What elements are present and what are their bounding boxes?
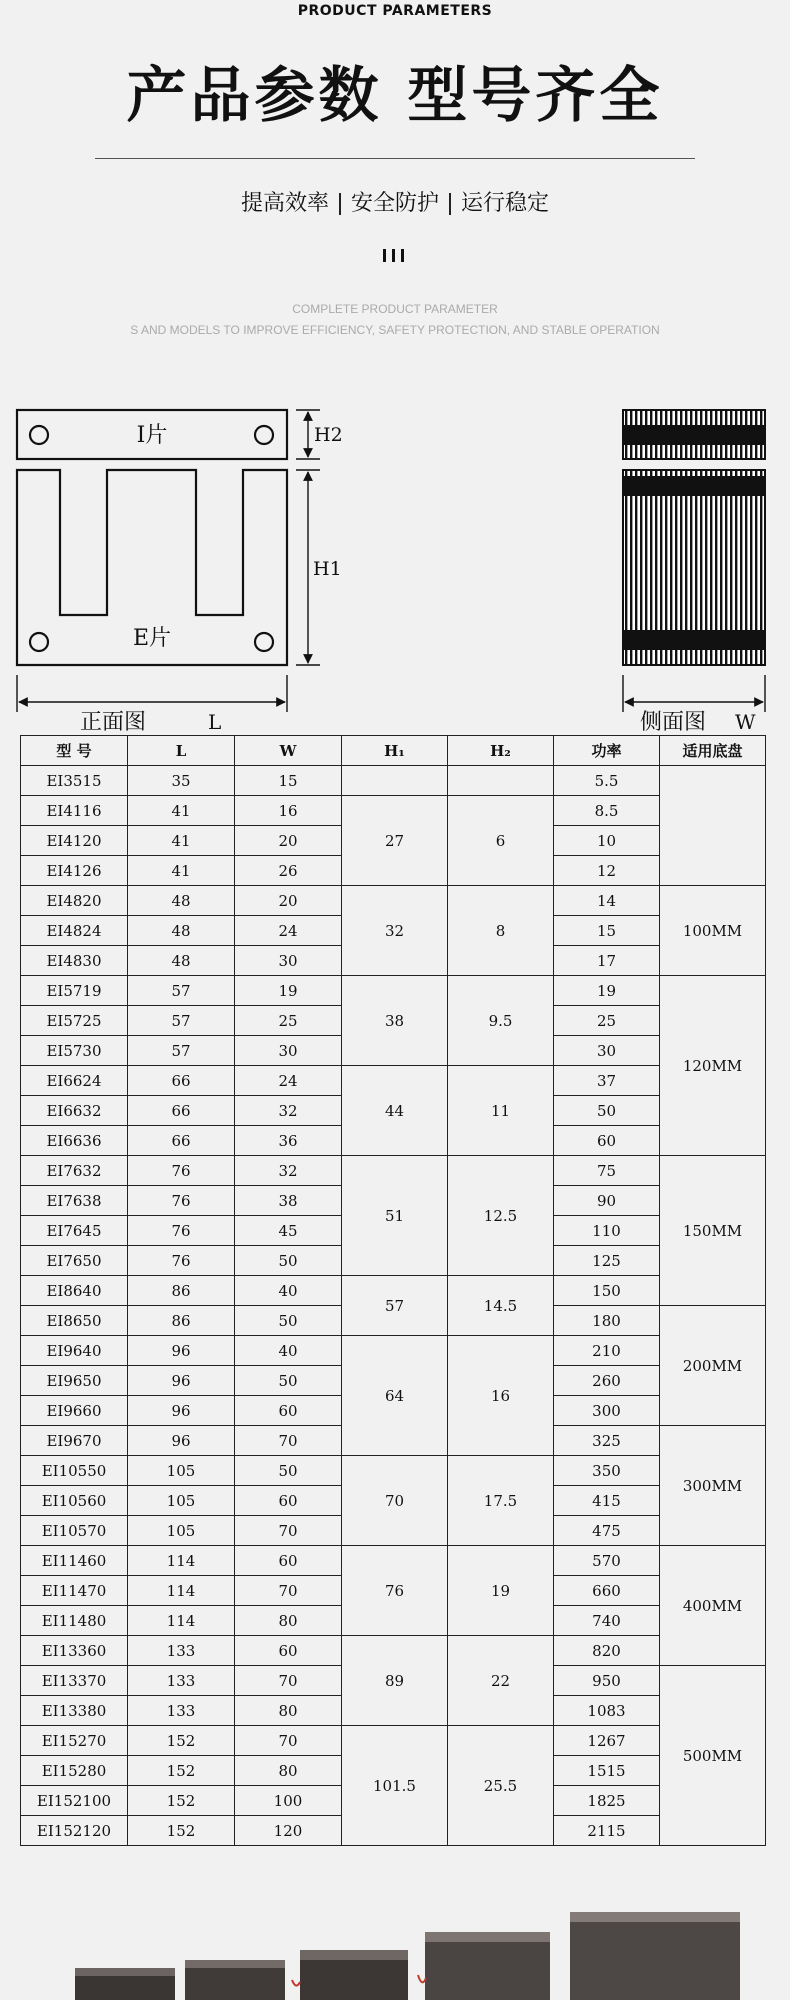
w-cell: 36 <box>235 1126 342 1156</box>
w-cell: 60 <box>235 1396 342 1426</box>
power-cell: 740 <box>554 1606 660 1636</box>
model-cell: EI5719 <box>21 976 128 1006</box>
header-l: L <box>128 736 235 766</box>
model-cell: EI15280 <box>21 1756 128 1786</box>
hole-icon <box>255 633 273 651</box>
model-cell: EI9640 <box>21 1336 128 1366</box>
table-row <box>21 1726 766 1756</box>
model-cell: EI11470 <box>21 1576 128 1606</box>
l-cell: 105 <box>128 1516 235 1546</box>
model-cell: EI15270 <box>21 1726 128 1756</box>
power-cell: 210 <box>554 1336 660 1366</box>
l-cell: 86 <box>128 1276 235 1306</box>
l-cell: 66 <box>128 1126 235 1156</box>
power-cell: 12 <box>554 856 660 886</box>
w-cell: 60 <box>235 1636 342 1666</box>
table-row <box>21 796 766 826</box>
w-cell: 80 <box>235 1756 342 1786</box>
header-w: W <box>235 736 342 766</box>
model-cell: EI11480 <box>21 1606 128 1636</box>
w-cell: 24 <box>235 916 342 946</box>
header-h2: H₂ <box>448 736 554 766</box>
tagline-item-stability: 运行稳定 <box>461 191 550 216</box>
model-cell: EI10550 <box>21 1456 128 1486</box>
h2-cell: 25.5 <box>448 1726 554 1846</box>
model-cell: EI13380 <box>21 1696 128 1726</box>
model-cell: EI5725 <box>21 1006 128 1036</box>
power-cell: 90 <box>554 1186 660 1216</box>
power-cell: 325 <box>554 1426 660 1456</box>
table-row <box>21 1546 766 1576</box>
power-cell: 150 <box>554 1276 660 1306</box>
h2-label: H2 <box>314 424 343 446</box>
power-cell: 950 <box>554 1666 660 1696</box>
l-cell: 152 <box>128 1816 235 1846</box>
l-cell: 76 <box>128 1216 235 1246</box>
model-cell: EI13370 <box>21 1666 128 1696</box>
l-cell: 66 <box>128 1066 235 1096</box>
front-view-label: 正面图 <box>80 710 147 735</box>
model-cell: EI152100 <box>21 1786 128 1816</box>
w-cell: 40 <box>235 1276 342 1306</box>
h2-cell: 9.5 <box>448 976 554 1066</box>
tagline-separator <box>449 193 451 215</box>
power-cell: 300 <box>554 1396 660 1426</box>
model-cell: EI9670 <box>21 1426 128 1456</box>
power-cell: 14 <box>554 886 660 916</box>
power-cell: 60 <box>554 1126 660 1156</box>
tagline-item-safety: 安全防护 <box>350 191 439 216</box>
h2-cell: 12.5 <box>448 1156 554 1276</box>
w-cell: 20 <box>235 826 342 856</box>
english-subtitle-line2: S AND MODELS TO IMPROVE EFFICIENCY, SAFETY PROTECTION, AND STABLE OPERATION <box>130 323 660 337</box>
w-cell: 19 <box>235 976 342 1006</box>
english-subtitle-line1: COMPLETE PRODUCT PARAMETER <box>292 302 498 316</box>
power-cell: 8.5 <box>554 796 660 826</box>
model-cell: EI6632 <box>21 1096 128 1126</box>
w-cell: 50 <box>235 1306 342 1336</box>
w-cell: 16 <box>235 796 342 826</box>
w-cell: 50 <box>235 1366 342 1396</box>
l-cell: 133 <box>128 1636 235 1666</box>
hole-icon <box>30 426 48 444</box>
l-cell: 96 <box>128 1426 235 1456</box>
power-cell: 37 <box>554 1066 660 1096</box>
power-cell: 820 <box>554 1636 660 1666</box>
w-cell: 30 <box>235 946 342 976</box>
h1-cell: 51 <box>342 1156 448 1276</box>
h1-cell: 38 <box>342 976 448 1066</box>
model-cell: EI8640 <box>21 1276 128 1306</box>
h2-cell: 16 <box>448 1336 554 1456</box>
power-cell: 1515 <box>554 1756 660 1786</box>
w-cell: 15 <box>235 766 342 796</box>
model-cell: EI4830 <box>21 946 128 976</box>
table-row <box>21 1336 766 1366</box>
w-cell: 26 <box>235 856 342 886</box>
w-cell: 32 <box>235 1156 342 1186</box>
decor-bars <box>383 247 410 266</box>
l-cell: 41 <box>128 796 235 826</box>
l-cell: 57 <box>128 1036 235 1066</box>
top-label: PRODUCT PARAMETERS <box>297 3 493 19</box>
model-cell: EI7645 <box>21 1216 128 1246</box>
power-cell: 5.5 <box>554 766 660 796</box>
power-cell: 30 <box>554 1036 660 1066</box>
table-row <box>21 976 766 1006</box>
w-cell: 32 <box>235 1096 342 1126</box>
h2-cell: 14.5 <box>448 1276 554 1336</box>
power-cell: 350 <box>554 1456 660 1486</box>
power-cell: 17 <box>554 946 660 976</box>
power-cell: 75 <box>554 1156 660 1186</box>
power-cell: 10 <box>554 826 660 856</box>
model-cell: EI4820 <box>21 886 128 916</box>
power-cell: 260 <box>554 1366 660 1396</box>
l-cell: 48 <box>128 946 235 976</box>
table-header-row <box>21 736 766 766</box>
w-cell: 50 <box>235 1246 342 1276</box>
w-cell: 40 <box>235 1336 342 1366</box>
w-cell: 80 <box>235 1696 342 1726</box>
w-cell: 70 <box>235 1666 342 1696</box>
model-cell: EI7650 <box>21 1246 128 1276</box>
l-cell: 133 <box>128 1666 235 1696</box>
table-row <box>21 1636 766 1666</box>
w-cell: 70 <box>235 1726 342 1756</box>
w-cell: 24 <box>235 1066 342 1096</box>
w-cell: 60 <box>235 1546 342 1576</box>
hole-icon <box>30 633 48 651</box>
base-cell: 200MM <box>660 1306 766 1426</box>
power-cell: 19 <box>554 976 660 1006</box>
l-cell: 96 <box>128 1336 235 1366</box>
table-row <box>21 1066 766 1096</box>
power-cell: 125 <box>554 1246 660 1276</box>
l-cell: 41 <box>128 856 235 886</box>
l-cell: 76 <box>128 1186 235 1216</box>
power-cell: 475 <box>554 1516 660 1546</box>
header-power: 功率 <box>554 736 660 766</box>
w-cell: 45 <box>235 1216 342 1246</box>
l-cell: 96 <box>128 1366 235 1396</box>
l-label: L <box>208 710 222 734</box>
w-cell: 70 <box>235 1576 342 1606</box>
l-cell: 105 <box>128 1486 235 1516</box>
power-cell: 660 <box>554 1576 660 1606</box>
w-cell: 80 <box>235 1606 342 1636</box>
h2-cell: 8 <box>448 886 554 976</box>
base-cell: 300MM <box>660 1426 766 1546</box>
power-cell: 50 <box>554 1096 660 1126</box>
h1-cell <box>342 766 448 796</box>
table-body <box>21 766 766 1846</box>
divider <box>95 158 695 159</box>
model-cell: EI10560 <box>21 1486 128 1516</box>
h2-cell: 19 <box>448 1546 554 1636</box>
l-cell: 152 <box>128 1726 235 1756</box>
base-cell: 500MM <box>660 1666 766 1846</box>
h1-cell: 76 <box>342 1546 448 1636</box>
table-row <box>21 1456 766 1486</box>
w-label: W <box>735 710 756 734</box>
model-cell: EI152120 <box>21 1816 128 1846</box>
side-view <box>623 410 765 665</box>
l-cell: 35 <box>128 766 235 796</box>
h1-cell: 89 <box>342 1636 448 1726</box>
header-h1: H₁ <box>342 736 448 766</box>
model-cell: EI3515 <box>21 766 128 796</box>
l-cell: 114 <box>128 1606 235 1636</box>
w-cell: 60 <box>235 1486 342 1516</box>
tagline <box>0 186 790 217</box>
model-cell: EI9650 <box>21 1366 128 1396</box>
model-cell: EI8650 <box>21 1306 128 1336</box>
table-row <box>21 1156 766 1186</box>
tagline-separator <box>339 193 341 215</box>
model-cell: EI4824 <box>21 916 128 946</box>
w-cell: 38 <box>235 1186 342 1216</box>
w-cell: 50 <box>235 1456 342 1486</box>
power-cell: 1825 <box>554 1786 660 1816</box>
model-cell: EI6636 <box>21 1126 128 1156</box>
h1-cell: 27 <box>342 796 448 886</box>
model-cell: EI9660 <box>21 1396 128 1426</box>
page-title: 产品参数 型号齐全 <box>126 61 664 131</box>
h1-cell: 44 <box>342 1066 448 1156</box>
power-cell: 1267 <box>554 1726 660 1756</box>
h1-cell: 32 <box>342 886 448 976</box>
l-cell: 57 <box>128 976 235 1006</box>
power-cell: 570 <box>554 1546 660 1576</box>
w-cell: 70 <box>235 1516 342 1546</box>
model-cell: EI4120 <box>21 826 128 856</box>
w-cell: 25 <box>235 1006 342 1036</box>
spec-table <box>20 735 766 1846</box>
e-sheet-label: E片 <box>132 626 172 651</box>
model-cell: EI10570 <box>21 1516 128 1546</box>
l-cell: 114 <box>128 1576 235 1606</box>
side-view-label: 侧面图 <box>640 710 707 735</box>
l-cell: 57 <box>128 1006 235 1036</box>
h2-cell: 22 <box>448 1636 554 1726</box>
core-diagram <box>0 400 790 735</box>
power-cell: 1083 <box>554 1696 660 1726</box>
w-cell: 100 <box>235 1786 342 1816</box>
w-cell: 120 <box>235 1816 342 1846</box>
l-cell: 76 <box>128 1156 235 1186</box>
base-cell: 400MM <box>660 1546 766 1666</box>
l-cell: 114 <box>128 1546 235 1576</box>
h2-cell: 6 <box>448 796 554 886</box>
l-cell: 48 <box>128 886 235 916</box>
h1-cell: 57 <box>342 1276 448 1336</box>
product-photo <box>0 1880 790 2000</box>
header-model: 型 号 <box>21 736 128 766</box>
table-row <box>21 886 766 916</box>
l-cell: 86 <box>128 1306 235 1336</box>
l-cell: 41 <box>128 826 235 856</box>
base-cell <box>660 766 766 886</box>
table-row <box>21 1276 766 1306</box>
l-cell: 76 <box>128 1246 235 1276</box>
tagline-item-efficiency: 提高效率 <box>240 191 329 216</box>
power-cell: 110 <box>554 1216 660 1246</box>
l-cell: 152 <box>128 1756 235 1786</box>
l-cell: 66 <box>128 1096 235 1126</box>
l-cell: 152 <box>128 1786 235 1816</box>
i-sheet-label: I片 <box>136 423 168 448</box>
power-cell: 180 <box>554 1306 660 1336</box>
power-cell: 15 <box>554 916 660 946</box>
table-row <box>21 766 766 796</box>
model-cell: EI4116 <box>21 796 128 826</box>
base-cell: 120MM <box>660 976 766 1156</box>
header-base: 适用底盘 <box>660 736 766 766</box>
h1-cell: 101.5 <box>342 1726 448 1846</box>
model-cell: EI13360 <box>21 1636 128 1666</box>
h2-cell: 17.5 <box>448 1456 554 1546</box>
model-cell: EI6624 <box>21 1066 128 1096</box>
model-cell: EI7632 <box>21 1156 128 1186</box>
hole-icon <box>255 426 273 444</box>
power-cell: 25 <box>554 1006 660 1036</box>
h1-cell: 64 <box>342 1336 448 1456</box>
power-cell: 415 <box>554 1486 660 1516</box>
h1-label: H1 <box>313 558 342 580</box>
l-cell: 133 <box>128 1696 235 1726</box>
h2-cell <box>448 766 554 796</box>
h2-cell: 11 <box>448 1066 554 1156</box>
h1-cell: 70 <box>342 1456 448 1546</box>
model-cell: EI7638 <box>21 1186 128 1216</box>
w-cell: 70 <box>235 1426 342 1456</box>
l-cell: 105 <box>128 1456 235 1486</box>
base-cell: 100MM <box>660 886 766 976</box>
l-cell: 48 <box>128 916 235 946</box>
base-cell: 150MM <box>660 1156 766 1306</box>
w-cell: 30 <box>235 1036 342 1066</box>
power-cell: 2115 <box>554 1816 660 1846</box>
model-cell: EI4126 <box>21 856 128 886</box>
l-cell: 96 <box>128 1396 235 1426</box>
model-cell: EI5730 <box>21 1036 128 1066</box>
w-cell: 20 <box>235 886 342 916</box>
model-cell: EI11460 <box>21 1546 128 1576</box>
